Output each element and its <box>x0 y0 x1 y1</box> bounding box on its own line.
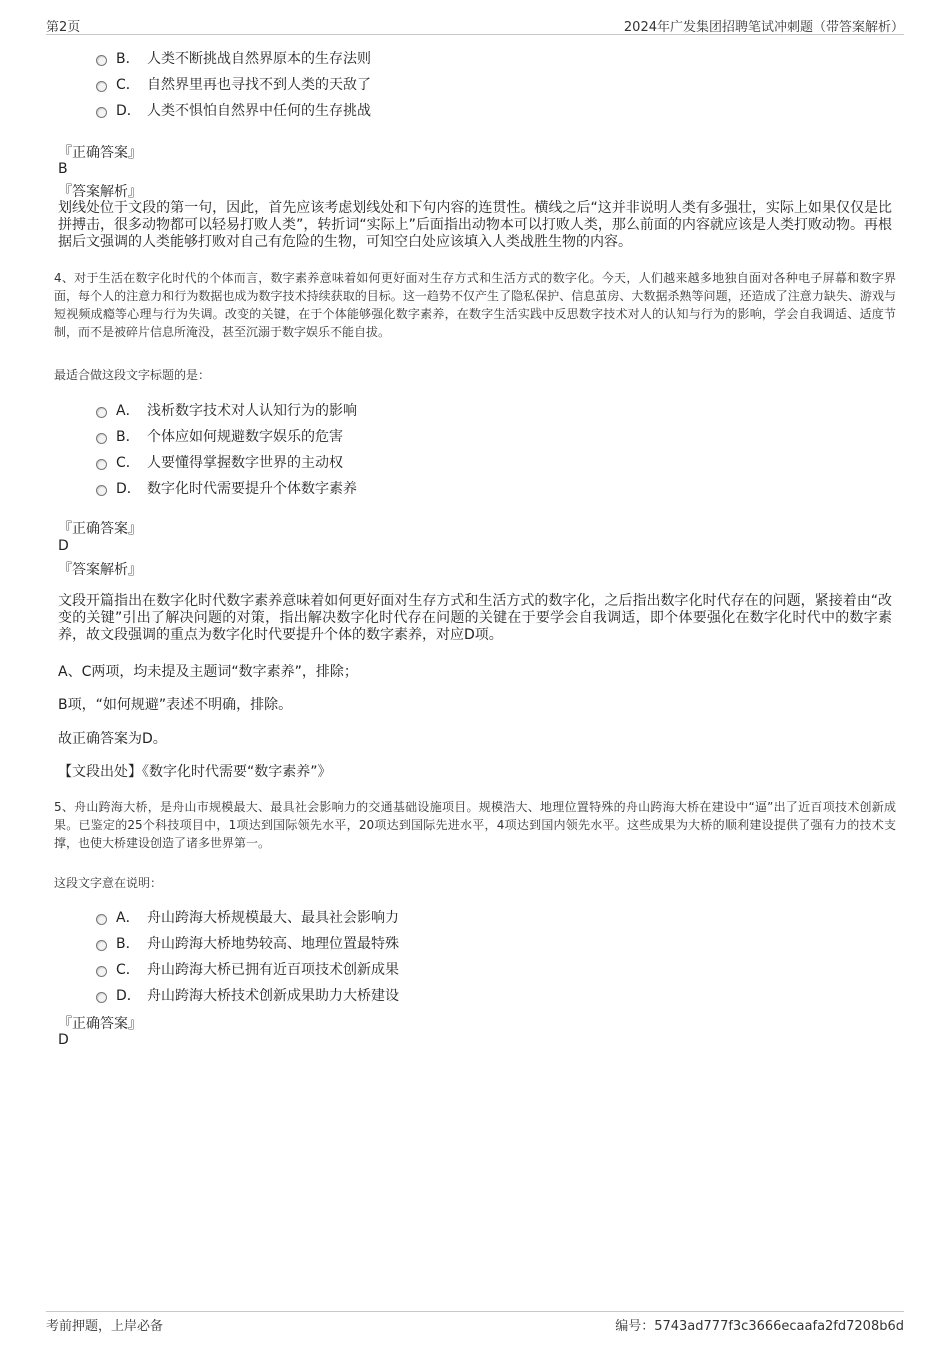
document-title: 2024年广发集团招聘笔试冲刺题（带答案解析） <box>623 20 904 35</box>
radio-icon[interactable] <box>96 433 107 444</box>
q3-analysis-label: 『答案解析』 <box>58 184 142 200</box>
q4-option-b[interactable]: B． 个体应如何规避数字娱乐的危害 <box>96 426 343 448</box>
radio-icon[interactable] <box>96 914 107 925</box>
q5-option-a[interactable]: A． 舟山跨海大桥规模最大、最具社会影响力 <box>96 907 399 929</box>
radio-icon[interactable] <box>96 992 107 1003</box>
q4-analysis-paragraph: A、C两项，均未提及主题词“数字素养”，排除； <box>58 664 358 680</box>
q4-answer: D <box>58 538 69 554</box>
document-code: 编号：5743ad777f3c3666ecaafa2fd7208b6d <box>615 1319 904 1334</box>
radio-icon[interactable] <box>96 940 107 951</box>
radio-icon[interactable] <box>96 966 107 977</box>
q5-question-text: 5、舟山跨海大桥，是舟山市规模最大、最具社会影响力的交通基础设施项目。规模浩大、地理位置特殊的舟山跨海大桥在建设中“逼”出了近百项技术创新成果。已鉴定的25个科技项目中，1项达到国际领先水平，20项达到国际先进水平，4项达到国内领先水平。这些成果为大桥的顺利建设提供了强有力的技术支撑，也使大桥建设创造了诸多世界第一。 <box>54 800 896 850</box>
radio-icon[interactable] <box>96 107 107 118</box>
q4-option-a[interactable]: A． 浅析数字技术对人认知行为的影响 <box>96 400 357 422</box>
page-header <box>46 14 904 35</box>
q5-answer-label: 『正确答案』 <box>58 1016 142 1032</box>
q3-analysis: 划线处位于文段的第一句，因此，首先应该考虑划线处和下句内容的连贯性。横线之后“这并非说明人类有多强壮，实际上如果仅仅是比拼搏击，很多动物都可以轻易打败人类”，转折词“实际上”后面指出动物本可以打败人类，那么前面的内容就应该是人类打败动物。再根据后文强调的人类能够打败对自己有危险的生物，可知空白处应该填入人类战胜生物的内容。 <box>58 200 892 250</box>
q4-analysis-paragraph: B项，“如何规避”表述不明确，排除。 <box>58 697 293 713</box>
q4-source: 【文段出处】《数字化时代需要“数字素养”》 <box>58 764 332 780</box>
q5-prompt: 这段文字意在说明： <box>54 876 163 890</box>
footer-slogan: 考前押题，上岸必备 <box>46 1319 164 1334</box>
q5-option-c[interactable]: C． 舟山跨海大桥已拥有近百项技术创新成果 <box>96 959 399 981</box>
radio-icon[interactable] <box>96 407 107 418</box>
radio-icon[interactable] <box>96 81 107 92</box>
q5-option-b[interactable]: B． 舟山跨海大桥地势较高、地理位置最特殊 <box>96 933 399 955</box>
q4-analysis-paragraph: 文段开篇指出在数字化时代数字素养意味着如何更好面对生存方式和生活方式的数字化，之后指出数字化时代存在的问题，紧接着由“改变的关键”引出了解决问题的对策，指出解决数字化时代存在问题的关键在于要学会自我调适，即个体要强化在数字化时代中的数字素养，故文段强调的重点为数字化时代要提升个体的数字素养，对应D项。 <box>58 593 892 643</box>
q3-option-b[interactable]: B． 人类不断挑战自然界原本的生存法则 <box>96 48 371 70</box>
q3-option-c[interactable]: C． 自然界里再也寻找不到人类的天敌了 <box>96 74 371 96</box>
q5-option-d[interactable]: D． 舟山跨海大桥技术创新成果助力大桥建设 <box>96 985 399 1007</box>
q4-question-text: 4、对于生活在数字化时代的个体而言，数字素养意味着如何更好面对生存方式和生活方式的数字化。今天，人们越来越多地独自面对各种电子屏幕和数字界面，每个人的注意力和行为数据也成为数字技术持续获取的目标。这一趋势不仅产生了隐私保护、信息茧房、大数据杀熟等问题，还造成了注意力缺失、游戏与短视频成瘾等心理与行为失调。改变的关键，在于个体能够强化数字素养，在数字生活实践中反思数字技术对人的认知与行为的影响，学会自我调适、适度节制，而不是被碎片信息所淹没，甚至沉溺于数字娱乐不能自拔。 <box>54 271 896 339</box>
q3-option-d[interactable]: D． 人类不惧怕自然界中任何的生存挑战 <box>96 100 371 122</box>
page-footer <box>46 1311 904 1336</box>
radio-icon[interactable] <box>96 485 107 496</box>
q4-analysis-label: 『答案解析』 <box>58 562 142 578</box>
q4-option-c[interactable]: C． 人要懂得掌握数字世界的主动权 <box>96 452 343 474</box>
page-number: 第2页 <box>46 20 81 35</box>
q3-answer-label: 『正确答案』 <box>58 145 142 161</box>
q3-answer: B <box>58 161 68 177</box>
radio-icon[interactable] <box>96 459 107 470</box>
q5-answer: D <box>58 1032 69 1048</box>
q4-option-d[interactable]: D． 数字化时代需要提升个体数字素养 <box>96 478 357 500</box>
q4-analysis-paragraph: 故正确答案为D。 <box>58 731 167 747</box>
q4-answer-label: 『正确答案』 <box>58 521 142 537</box>
radio-icon[interactable] <box>96 55 107 66</box>
q4-prompt: 最适合做这段文字标题的是： <box>54 368 211 382</box>
